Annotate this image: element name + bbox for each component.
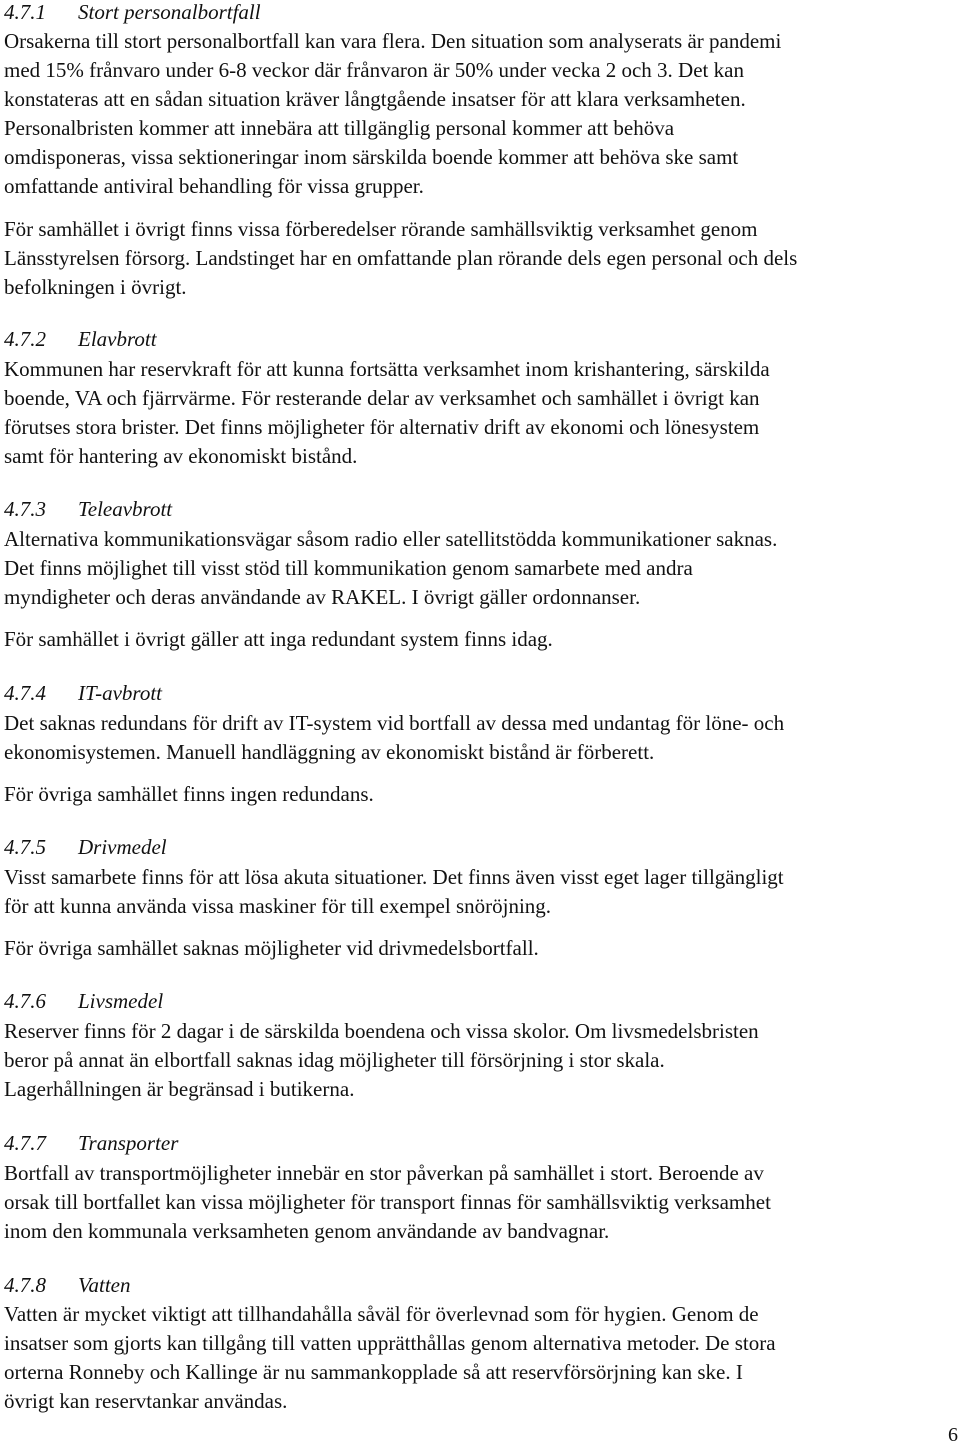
paragraph-line: Visst samarbete finns för att lösa akuta situationer. Det finns även visst eget lager tillgängligt [4,865,784,889]
paragraph-line: myndigheter och deras användande av RAKEL. I övrigt gäller ordonnanser. [4,585,641,609]
paragraph-line: Bortfall av transportmöjligheter innebär en stor påverkan på samhället i stort. Beroende av [4,1161,764,1185]
section-title: Teleavbrott [78,497,173,521]
paragraph-line: omdisponeras, vissa sektioneringar inom särskilda boende kommer att behöva ske samt [4,145,739,169]
paragraph-line: Alternativa kommunikationsvägar såsom radio eller satellitstödda kommunikationer saknas. [4,527,778,551]
paragraph-line: orterna Ronneby och Kallinge är nu sammankopplade så att reservförsörjning kan ske. I [4,1360,743,1384]
paragraph-line: insatser som gjorts kan tillgång till vatten upprätthållas genom alternativa metoder. De stora [4,1331,776,1355]
paragraph-line: boende, VA och fjärrvärme. För resterande delar av verksamhet och samhället i övrigt kan [4,386,760,410]
paragraph-line: För samhället i övrigt finns vissa förberedelser rörande samhällsviktig verksamhet genom [4,217,758,241]
section-heading: 4.7.4 IT-avbrott [4,681,162,705]
section-heading: 4.7.5 Drivmedel [4,835,167,859]
section-title: Vatten [78,1273,131,1297]
section-heading: 4.7.6 Livsmedel [4,989,164,1013]
paragraph-line: Lagerhållningen är begränsad i butikerna. [4,1077,355,1101]
section-heading: 4.7.7 Transporter [4,1131,179,1155]
section-heading: 4.7.8 Vatten [4,1273,131,1297]
paragraph-line: inom den kommunala verksamheten genom användande av bandvagnar. [4,1219,610,1243]
paragraph-line: Personalbristen kommer att innebära att tillgänglig personal kommer att behöva [4,116,675,140]
paragraph-line: Reserver finns för 2 dagar i de särskilda boendena och vissa skolor. Om livsmedelsbristen [4,1019,759,1043]
section-heading: 4.7.1 Stort personalbortfall [4,0,261,24]
paragraph-line: Vatten är mycket viktigt att tillhandahålla såväl för överlevnad som för hygien. Genom de [4,1302,759,1326]
paragraph-line: Det finns möjlighet till visst stöd till kommunikation genom samarbete med andra [4,556,693,580]
paragraph-line: för att kunna använda vissa maskiner för till exempel snöröjning. [4,894,552,918]
paragraph-line: För övriga samhället finns ingen redundans. [4,782,374,806]
paragraph-line: befolkningen i övrigt. [4,275,187,299]
paragraph-line: övrigt kan reservtankar användas. [4,1389,288,1413]
paragraph-line: ekonomisystemen. Manuell handläggning av ekonomiskt bistånd är förberett. [4,740,655,764]
paragraph-line: samt för hantering av ekonomiskt bistånd. [4,444,358,468]
paragraph-line: med 15% frånvaro under 6-8 veckor där frånvaron är 50% under vecka 2 och 3. Det kan [4,58,744,82]
paragraph-line: omfattande antiviral behandling för vissa grupper. [4,174,424,198]
paragraph-line: För samhället i övrigt gäller att inga redundant system finns idag. [4,627,553,651]
paragraph-line: Länsstyrelsen försorg. Landstinget har en omfattande plan rörande dels egen personal och dels [4,246,798,270]
paragraph-line: orsak till bortfallet kan vissa möjligheter för transport finnas för samhällsviktig verksamhet [4,1190,771,1214]
section-title: Livsmedel [78,989,164,1013]
paragraph-line: Orsakerna till stort personalbortfall kan vara flera. Den situation som analyserats är pandemi [4,29,782,53]
page-number: 6 [948,1424,958,1446]
section-title: IT-avbrott [78,681,162,705]
section-title: Stort personalbortfall [78,0,261,24]
paragraph-line: beror på annat än elbortfall saknas idag möjligheter till försörjning i stor skala. [4,1048,665,1072]
section-heading: 4.7.2 Elavbrott [4,327,157,351]
paragraph-line: För övriga samhället saknas möjligheter vid drivmedelsbortfall. [4,936,539,960]
paragraph-line: konstateras att en sådan situation kräver långtgående insatser för att klara verksamheten. [4,87,746,111]
section-title: Transporter [78,1131,179,1155]
section-heading: 4.7.3 Teleavbrott [4,497,173,521]
paragraph-line: Kommunen har reservkraft för att kunna fortsätta verksamhet inom krishantering, särskilda [4,357,770,381]
section-title: Elavbrott [78,327,157,351]
paragraph-line: Det saknas redundans för drift av IT-system vid bortfall av dessa med undantag för löne- och [4,711,785,735]
paragraph-line: förutses stora brister. Det finns möjligheter för alternativ drift av ekonomi och lönesystem [4,415,760,439]
section-title: Drivmedel [78,835,167,859]
